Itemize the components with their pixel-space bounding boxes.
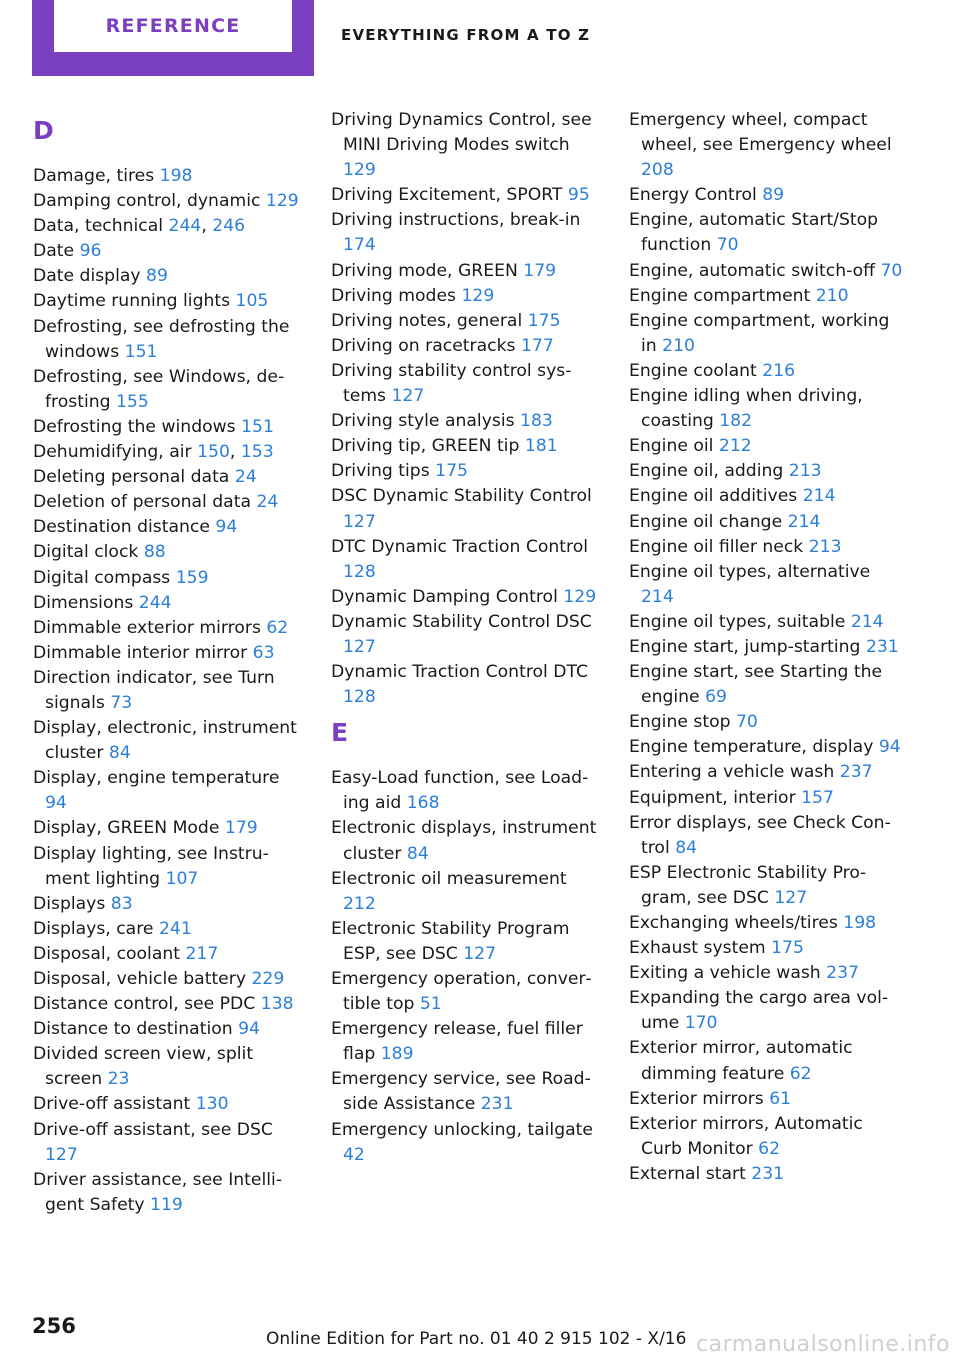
page-reference-link[interactable]: 216 [762, 360, 796, 381]
page-reference-link[interactable]: 73 [110, 692, 133, 713]
index-entry-text: Disposal, coolant [33, 943, 181, 964]
index-entry-text: Display, electronic, instrument cluster [33, 718, 297, 764]
index-entry-text: Entering a vehicle wash [629, 762, 835, 783]
page-reference-link[interactable]: 153 [240, 442, 274, 463]
page-reference-link[interactable]: 94 [215, 517, 238, 538]
index-entry-text: Engine oil additives [629, 486, 798, 507]
page-reference-link[interactable]: 241 [158, 918, 192, 939]
page-reference-link[interactable]: 88 [143, 542, 166, 563]
page-reference-link[interactable]: 237 [826, 963, 859, 984]
index-entry-text: External start [629, 1163, 746, 1184]
page-reference-link[interactable]: 127 [45, 1144, 78, 1165]
page-reference-link[interactable]: 84 [675, 837, 698, 858]
index-entry-text: DSC Dynamic Stability Control [331, 486, 592, 507]
page-reference-link[interactable]: 198 [843, 913, 877, 933]
index-entry [33, 490, 305, 515]
index-entry-text: Equipment, interior [629, 787, 796, 808]
page-reference-link[interactable]: 155 [116, 391, 149, 412]
index-entry [629, 1162, 904, 1187]
index-entry [629, 986, 904, 1036]
page-reference-link[interactable]: 198 [159, 166, 193, 186]
index-entry [33, 892, 305, 917]
page-reference-link[interactable]: 212 [718, 436, 752, 457]
page-reference-link[interactable]: 69 [705, 687, 727, 708]
index-entry-text: Digital compass [33, 567, 171, 588]
index-entry [331, 816, 603, 866]
page-reference-link[interactable]: 179 [523, 260, 557, 281]
index-entry-text: Engine oil filler neck [629, 536, 804, 557]
index-entry [33, 967, 305, 992]
index-entry [629, 1036, 904, 1086]
page-reference-link[interactable]: 157 [801, 787, 834, 808]
page-reference-link[interactable]: 62 [266, 617, 289, 638]
index-entry-text: Driving Dynamics Control, see MINI Driving Modes switch [331, 110, 592, 156]
index-entry [331, 434, 603, 459]
index-entry [629, 936, 904, 961]
index-entry-text: Error displays, see Check Control [629, 812, 891, 858]
page-reference-link[interactable]: 70 [716, 235, 739, 256]
page-reference-link[interactable]: 24 [256, 492, 279, 513]
index-entry-text: Emergency service, see Roadside Assistance [331, 1069, 591, 1115]
index-entry [629, 309, 904, 359]
page-reference-link[interactable]: 210 [662, 335, 695, 356]
index-entry-text: Exterior mirrors, Automatic Curb Monitor [629, 1113, 863, 1159]
index-entry [33, 1042, 305, 1092]
index-entry-text: Date [33, 241, 75, 262]
page-reference-link[interactable]: 214 [641, 586, 674, 607]
index-entry [629, 484, 904, 509]
index-entry [33, 540, 305, 565]
index-entry-text: Emergency operation, convertible top [331, 969, 592, 1015]
index-entry-text: Easy-Load function, see Loading aid [331, 768, 589, 814]
index-entry-text: Engine stop [629, 712, 731, 733]
index-entry-text: Engine oil change [629, 511, 783, 532]
page-reference-link[interactable]: 150 [197, 442, 230, 463]
index-entry-text: Drive-off assistant, see DSC [33, 1119, 273, 1140]
index-entry-text: Destination distance [33, 517, 210, 538]
page-reference-link[interactable]: 127 [463, 943, 497, 964]
index-entry [331, 660, 603, 710]
page-reference-link[interactable]: 182 [719, 411, 753, 432]
index-entry [331, 1118, 603, 1168]
index-entry-text: Damping control, dynamic [33, 191, 261, 212]
index-entry [331, 459, 603, 484]
index-entry [629, 434, 904, 459]
page-reference-link[interactable]: 62 [758, 1138, 781, 1159]
index-entry [629, 786, 904, 811]
edition-footer: Online Edition for Part no. 01 40 2 915 102 - X/16 [266, 1329, 687, 1349]
index-entry [33, 942, 305, 967]
index-entry [33, 515, 305, 540]
index-entry-text: Driving tips [331, 461, 430, 482]
index-entry-text: Engine, automatic switch-off [629, 260, 875, 281]
index-entry-text: Dimmable interior mirror [33, 642, 248, 663]
index-entry [33, 566, 305, 591]
index-entry [331, 1067, 603, 1117]
index-entry-text: Driver assistance, see Intelligent Safety [33, 1169, 283, 1215]
index-entry-text: Engine compartment [629, 285, 811, 306]
section-letter: E [331, 718, 349, 748]
index-entry-text: Display lighting, see Instrument lighting [33, 843, 269, 889]
index-entry [33, 591, 305, 616]
index-entry-text: Distance control, see PDC [33, 994, 256, 1015]
page-reference-link[interactable]: 127 [391, 386, 425, 407]
index-entry-text: Driving on racetracks [331, 335, 516, 356]
index-column-2 [331, 108, 603, 1168]
index-entry-text: Disposal, vehicle battery [33, 969, 246, 989]
index-entry [331, 610, 603, 660]
index-entry-text: Display, engine temperature [33, 768, 280, 789]
index-entry [629, 510, 904, 535]
index-entry [33, 264, 305, 289]
index-entry [331, 259, 603, 284]
index-entry-text: Divided screen view, split screen [33, 1044, 254, 1090]
index-entry: Dehumidifying, air 150, 153 [33, 442, 274, 463]
page-reference-link[interactable]: 127 [343, 636, 376, 657]
index-entry-text: Drive-off assistant [33, 1094, 191, 1115]
page-reference-link[interactable]: 210 [815, 285, 849, 306]
index-entry: Data, technical 244, 246 [33, 216, 246, 237]
index-entry-text: Driving Excitement, SPORT [331, 185, 563, 206]
index-entry-text: Electronic Stability Program ESP, see DSC [331, 918, 570, 964]
page-reference-link[interactable]: 212 [343, 893, 376, 914]
page-reference-link[interactable]: 229 [251, 969, 285, 989]
site-watermark: carmanualsonline.info [696, 1332, 950, 1357]
index-entry [331, 967, 603, 1017]
index-entry [629, 359, 904, 384]
index-entry [331, 409, 603, 434]
page-reference-link[interactable]: 168 [406, 793, 440, 814]
page-reference-link[interactable]: 214 [850, 611, 884, 632]
index-column-1 [33, 108, 305, 1218]
index-entry [629, 811, 904, 861]
index-entry-text: Deletion of personal data [33, 492, 251, 513]
page-reference-link[interactable]: 128 [343, 561, 376, 582]
page-reference-link[interactable]: 170 [684, 1013, 718, 1034]
index-entry [629, 108, 904, 183]
header-section-tab [32, 0, 314, 76]
index-entry [629, 208, 904, 258]
page-reference-link[interactable]: 183 [520, 411, 553, 432]
header-section-tab-inner [54, 0, 292, 52]
index-entry-text: Defrosting, see defrosting the windows [33, 316, 290, 362]
page-reference-link[interactable]: 214 [787, 511, 821, 532]
index-entry-text: Emergency release, fuel filler flap [331, 1019, 583, 1065]
page-reference-link[interactable]: 151 [124, 341, 158, 362]
index-entry [33, 816, 305, 841]
index-entry-text: Engine oil types, suitable [629, 611, 846, 632]
index-entry-text: Engine coolant [629, 360, 757, 381]
index-entry [33, 766, 305, 816]
page-reference-link[interactable]: 129 [265, 191, 299, 212]
page-reference-link[interactable]: 105 [235, 291, 269, 312]
page-reference-link[interactable]: 175 [527, 310, 561, 331]
index-entry-text: Digital clock [33, 542, 139, 563]
page-reference-link[interactable]: 159 [175, 567, 209, 588]
index-entry [33, 164, 305, 189]
index-entry [629, 861, 904, 911]
index-entry [629, 284, 904, 309]
page-reference-link[interactable]: 89 [762, 185, 785, 206]
index-entry [331, 917, 603, 967]
page-reference-link[interactable]: 51 [419, 994, 442, 1015]
index-entry [33, 1118, 305, 1168]
page-reference-link[interactable]: 63 [252, 642, 275, 663]
page-reference-link[interactable]: 151 [241, 416, 274, 437]
index-entry [629, 1112, 904, 1162]
page-reference-link[interactable]: 138 [260, 994, 294, 1015]
index-entry [331, 208, 603, 258]
index-entry [629, 660, 904, 710]
page-reference-link[interactable]: 244 [168, 216, 202, 237]
section-letter: D [33, 116, 54, 145]
index-entry-text: Exhaust system [629, 938, 766, 959]
index-entry-text: Dimensions [33, 592, 134, 613]
index-entry [331, 334, 603, 359]
index-entry-text: Emergency unlocking, tailgate [331, 1119, 593, 1140]
index-entry [33, 1017, 305, 1042]
index-entry [629, 560, 904, 610]
index-entry-text: Dimmable exterior mirrors [33, 617, 261, 638]
index-entry [629, 610, 904, 635]
index-entry [331, 867, 603, 917]
index-entry-text: Display, GREEN Mode [33, 818, 220, 839]
index-entry-text: Driving mode, GREEN [331, 260, 518, 281]
index-entry-text: Deleting personal data [33, 467, 230, 488]
page-reference-link[interactable]: 189 [380, 1044, 414, 1065]
index-entry [33, 289, 305, 314]
page-reference-link[interactable]: 244 [138, 592, 172, 613]
page-reference-link[interactable]: 231 [865, 636, 899, 657]
index-entry-text: Date display [33, 266, 141, 287]
chapter-title: EVERYTHING FROM A TO Z [341, 26, 591, 44]
page-reference-link[interactable]: 61 [769, 1088, 792, 1109]
index-entry [331, 585, 603, 610]
page-reference-link[interactable]: 89 [146, 266, 168, 287]
page-reference-link[interactable]: 84 [406, 843, 429, 864]
page-reference-link[interactable]: 213 [808, 536, 842, 557]
index-entry [33, 641, 305, 666]
index-entry [629, 961, 904, 986]
index-entry [331, 484, 603, 534]
index-entry [629, 911, 904, 936]
index-entry-text: Defrosting, see Windows, defrosting [33, 366, 285, 412]
page-reference-link[interactable]: 127 [774, 887, 808, 908]
index-entry [33, 315, 305, 365]
page-reference-link[interactable]: 83 [110, 893, 133, 914]
page-reference-link[interactable]: 179 [224, 818, 258, 839]
index-entry-text: Exterior mirrors [629, 1088, 764, 1109]
page-reference-link[interactable]: 129 [343, 160, 376, 181]
index-entry [33, 1092, 305, 1117]
index-entry-text: Engine start, see Starting the engine [629, 662, 883, 708]
page-reference-link[interactable]: 174 [343, 235, 376, 256]
index-entry-text: Driving modes [331, 285, 456, 306]
page-reference-link[interactable]: 119 [150, 1194, 183, 1215]
index-entry [629, 384, 904, 434]
index-entry-text: ESP Electronic Stability Program, see DSC [629, 862, 867, 908]
index-entry [33, 365, 305, 415]
index-entry [629, 635, 904, 660]
page-reference-link[interactable]: 70 [880, 260, 903, 281]
index-entry-text: Engine oil types, alternative [629, 561, 871, 582]
page-reference-link[interactable]: 94 [878, 737, 901, 758]
index-entry [331, 359, 603, 409]
index-entry-text: Exterior mirror, automatic dimming feature [629, 1038, 853, 1084]
index-entry [331, 1017, 603, 1067]
page-reference-link[interactable]: 231 [751, 1163, 785, 1184]
index-entry [33, 415, 305, 440]
index-entry [331, 108, 603, 183]
index-entry-text: Exchanging wheels/tires [629, 913, 838, 933]
index-entry-text: Displays, care [33, 918, 154, 939]
index-entry-text: DTC Dynamic Traction Control [331, 536, 588, 557]
index-entry-text: Expanding the cargo area volume [629, 988, 889, 1034]
index-entry-text: Engine start, jump-starting [629, 636, 861, 657]
index-entry-text: Exiting a vehicle wash [629, 963, 821, 984]
index-entry [331, 284, 603, 309]
index-entry [33, 716, 305, 766]
page-reference-link[interactable]: 175 [435, 461, 468, 482]
page-number: 256 [32, 1314, 76, 1338]
page-reference-link[interactable]: 208 [641, 160, 674, 181]
index-entry [331, 535, 603, 585]
page-reference-link[interactable]: 95 [567, 185, 590, 206]
page-reference-link[interactable]: 175 [771, 938, 804, 959]
index-entry [33, 616, 305, 641]
index-entry [331, 766, 603, 816]
index-entry-text: Defrosting the windows [33, 416, 236, 437]
index-entry [33, 465, 305, 490]
index-entry [629, 259, 904, 284]
index-entry-text: Engine, automatic Start/Stop function [629, 210, 879, 256]
index-entry-text: Data, technical [33, 216, 164, 237]
index-entry [331, 183, 603, 208]
page-reference-link[interactable]: 217 [185, 943, 219, 964]
index-entry-text: Engine oil [629, 436, 714, 457]
index-entry-text: Engine compartment, working in [629, 310, 890, 356]
page-reference-link[interactable]: 42 [343, 1144, 365, 1165]
index-entry [629, 710, 904, 735]
index-entry [629, 760, 904, 785]
index-entry-text: Daytime running lights [33, 291, 231, 312]
index-entry-text: Driving tip, GREEN tip [331, 436, 520, 457]
page-reference-link[interactable]: 70 [735, 712, 758, 733]
index-entry-text: Electronic oil measurement [331, 868, 567, 889]
index-entry-text: Engine temperature, display [629, 737, 874, 758]
page-reference-link[interactable]: 84 [108, 743, 131, 764]
page-reference-link[interactable]: 213 [788, 461, 822, 482]
index-entry-text: Dynamic Stability Control DSC [331, 611, 592, 632]
index-entry-text: Driving style analysis [331, 411, 515, 432]
index-entry-text: Emergency wheel, compact wheel, see Emergency wheel [629, 110, 892, 156]
index-entry [629, 735, 904, 760]
index-entry-text: Engine idling when driving, coasting [629, 386, 863, 432]
page-reference-link[interactable]: 127 [343, 511, 376, 532]
page-reference-link[interactable]: 62 [789, 1063, 812, 1084]
page-reference-link[interactable]: 130 [195, 1094, 229, 1115]
index-entry-text: Damage, tires [33, 166, 155, 186]
index-column-3 [629, 108, 904, 1187]
index-entry-text: Displays [33, 893, 106, 914]
page-reference-link[interactable]: 214 [802, 486, 836, 507]
index-entry-text: Distance to destination [33, 1019, 233, 1040]
index-entry-text: Direction indicator, see Turn signals [33, 667, 275, 713]
page-reference-link[interactable]: 94 [238, 1019, 260, 1040]
index-entry [331, 309, 603, 334]
index-entry [629, 535, 904, 560]
page-reference-link[interactable]: 237 [839, 762, 873, 783]
index-entry [33, 239, 305, 264]
page-reference-link[interactable]: 107 [165, 868, 199, 889]
index-entry-text: Driving stability control systems [331, 360, 572, 407]
index-entry [629, 459, 904, 484]
index-entry-text: Dynamic Damping Control [331, 586, 558, 607]
index-entry [33, 666, 305, 716]
page-reference-link[interactable]: 177 [520, 335, 554, 356]
index-entry [33, 917, 305, 942]
index-entry-text: Dynamic Traction Control DTC [331, 662, 588, 683]
index-entry [629, 183, 904, 208]
page-reference-link[interactable]: 246 [212, 216, 246, 237]
section-label: REFERENCE [105, 15, 241, 37]
index-entry [629, 1087, 904, 1112]
index-entry [33, 992, 305, 1017]
index-entry-text: Energy Control [629, 185, 757, 206]
page-reference-link[interactable]: 181 [524, 436, 558, 457]
page-reference-link[interactable]: 231 [480, 1094, 514, 1115]
page-reference-link[interactable]: 129 [461, 285, 495, 306]
page-reference-link[interactable]: 23 [107, 1069, 130, 1090]
page-reference-link[interactable]: 96 [79, 241, 102, 262]
index-entry-text: Driving notes, general [331, 310, 523, 331]
page-reference-link[interactable]: 129 [563, 586, 597, 607]
page-reference-link[interactable]: 94 [45, 793, 67, 814]
page-reference-link[interactable]: 128 [343, 687, 376, 708]
index-entry [33, 1168, 305, 1218]
index-entry [33, 842, 305, 892]
index-entry-text: Dehumidifying, air [33, 442, 192, 463]
index-entry-text: Engine oil, adding [629, 461, 784, 482]
index-entry-text: Driving instructions, break-in [331, 210, 581, 231]
index-entry [33, 189, 305, 214]
index-entry-text: Electronic displays, instrument cluster [331, 818, 597, 864]
page-reference-link[interactable]: 24 [234, 467, 257, 488]
